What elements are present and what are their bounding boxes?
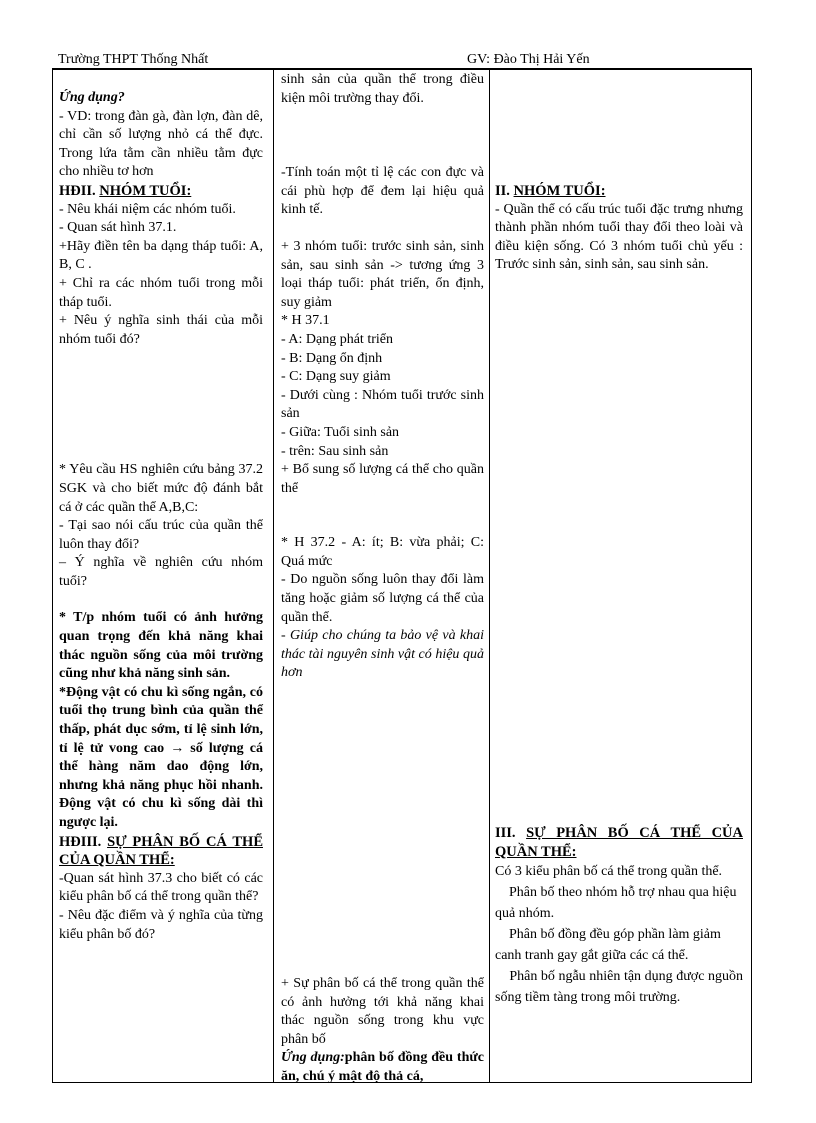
resource-change-note: - Do nguồn sống luôn thay đổi làm tăng hoặc giảm số lượng cá thể của quần thể.	[281, 572, 484, 625]
content-column	[495, 70, 747, 1008]
column-divider-2	[489, 70, 490, 1082]
protection-note: - Giúp cho chúng ta bảo vệ và khai thác tài nguyên sinh vật có hiệu quả hơn	[281, 628, 484, 681]
age-group-question: - Nêu khái niệm các nhóm tuổi.	[59, 201, 236, 217]
uniform-distribution-text: Phân bố đồng đều góp phần làm giảm canh tranh gay gắt giữa các cá thể.	[495, 927, 725, 964]
sex-ratio-note: -Tính toán một tỉ lệ các con đực và cái phù hợp để đem lại hiệu quả kinh tế.	[281, 165, 484, 218]
section-3-prefix: III.	[495, 824, 527, 841]
life-cycle-note: *Động vật có chu kì sống ngắn, có tuổi thọ trung bình của quần thể thấp, phát dục sớm, tỉ lệ sinh lớn, tỉ lệ tử vong cao → số lượng cá thể hàng năm dao động lớn, nhưng khả năng phục hồi nhanh. Động vật có chu kì sống dài thì ngược lại.	[59, 684, 263, 830]
pyramid-c: - C: Dạng suy giảm	[281, 369, 391, 385]
distribution-types-text: Có 3 kiểu phân bố cá thể trong quần thể.	[495, 864, 723, 880]
age-composition-note: * T/p nhóm tuổi có ảnh hưởng quan trọng đến khả năng khai thác nguồn sống của môi trường cũng như khả năng sinh sản.	[59, 610, 263, 682]
figure-37-1-label: * H 37.1	[281, 313, 330, 329]
application-note-prefix: Ứng dụng:	[281, 1050, 345, 1066]
activity-3-heading	[59, 833, 263, 870]
figure-37-2-answer: * H 37.2 - A: ít; B: vừa phải; C: Quá mức	[281, 535, 484, 569]
column-divider-1	[273, 70, 274, 1082]
teacher-activities-column	[59, 70, 263, 944]
three-age-groups: + 3 nhóm tuổi: trước sinh sản, sinh sản, sau sinh sản -> tương ứng 3 loại tháp tuổi: phát triển, ổn định, suy giảm	[281, 238, 484, 310]
activity-3-title: SỰ PHÂN BỐ CÁ THỂ CỦA QUẦN THỂ:	[59, 833, 263, 869]
section-2-title: NHÓM TUỔI:	[513, 183, 606, 199]
example-paragraph: - VD: trong đàn gà, đàn lợn, đàn dê, chỉ cần số lượng nhỏ cá thể đực. Trong lứa tằm cần nhiều tằm đực cho nhiều tơ hơn	[59, 108, 263, 180]
application-note	[281, 1049, 484, 1086]
section-2-heading	[495, 182, 743, 201]
middle-group: - Giữa: Tuổi sinh sản	[281, 424, 400, 440]
ecological-meaning-question: + Nêu ý nghĩa sinh thái của mỗi nhóm tuổi đó?	[59, 313, 263, 347]
structure-change-question: - Tại sao nói cấu trúc của quần thể luôn thay đổi?	[59, 518, 263, 552]
lesson-table	[52, 69, 752, 1083]
identify-age-groups: + Chỉ ra các nhóm tuổi trong mỗi tháp tuổi.	[59, 275, 263, 310]
section-2-prefix: II.	[495, 183, 514, 199]
random-distribution-text: Phân bố ngẫu nhiên tận dụng được nguồn sống tiềm tàng trong môi trường.	[495, 969, 747, 1006]
pyramid-b: - B: Dạng ổn định	[281, 350, 383, 366]
supplement-note: + Bổ sung số lượng cá thể cho quần thể	[281, 462, 484, 496]
group-distribution-text: Phân bố theo nhóm hỗ trợ nhau qua hiệu quả nhóm.	[495, 885, 740, 922]
application-question: Ứng dụng?	[59, 90, 125, 105]
teacher-name: GV: Đào Thị Hải Yến	[467, 52, 590, 67]
distribution-influence-note: + Sự phân bố cá thể trong quần thể có ảnh hưởng tới khả năng khai thác nguồn sống trong khu vực phân bố	[281, 976, 484, 1047]
table-37-2-task: * Yêu cầu HS nghiên cứu bảng 37.2 SGK và cho biết mức độ đánh bắt cá ở các quần thể A,B,C:	[59, 462, 263, 515]
research-meaning-question: – Ý nghĩa về nghiên cứu nhóm tuổi?	[59, 555, 263, 589]
activity-2-prefix: HĐII.	[59, 182, 100, 199]
observe-figure-37-3: -Quan sát hình 37.3 cho biết có các kiểu phân bố cá thể trong quần thể?	[59, 870, 263, 905]
student-activities-column	[281, 70, 484, 1087]
age-structure-text: - Quần thể có cấu trúc tuổi đặc trưng nhưng thành phần nhóm tuổi thay đổi theo loài và điều kiện sống. Có 3 nhóm tuổi chủ yếu : Trước sinh sản, sinh sản, sau sinh sản.	[495, 201, 743, 273]
activity-2-heading	[59, 182, 263, 201]
top-group: - trên: Sau sinh sản	[281, 443, 389, 459]
reproduction-note: sinh sản của quần thể trong điều kiện môi trường thay đổi.	[281, 72, 484, 106]
distribution-types-question: - Nêu đặc điểm và ý nghĩa của từng kiểu phân bố đó?	[59, 907, 263, 942]
activity-2-title: NHÓM TUỔI:	[99, 182, 192, 199]
section-3-title: SỰ PHÂN BỐ CÁ THỂ CỦA QUẦN THỂ:	[495, 824, 743, 860]
section-3-heading	[495, 824, 743, 861]
activity-3-prefix: HĐIII.	[59, 833, 108, 850]
school-name: Trường THPT Thống Nhất	[58, 52, 209, 67]
page-header	[58, 51, 758, 69]
observe-figure-37-1: - Quan sát hình 37.1.	[59, 220, 177, 236]
fill-pyramid-names: +Hãy điền tên ba dạng tháp tuổi: A, B, C .	[59, 238, 263, 273]
pyramid-a: - A: Dạng phát triển	[281, 331, 393, 347]
application-note-text: phân bố đồng đều thức ăn, chú ý mật độ thả cá,	[281, 1050, 484, 1084]
bottom-group: - Dưới cùng : Nhóm tuổi trước sinh sản	[281, 387, 484, 422]
